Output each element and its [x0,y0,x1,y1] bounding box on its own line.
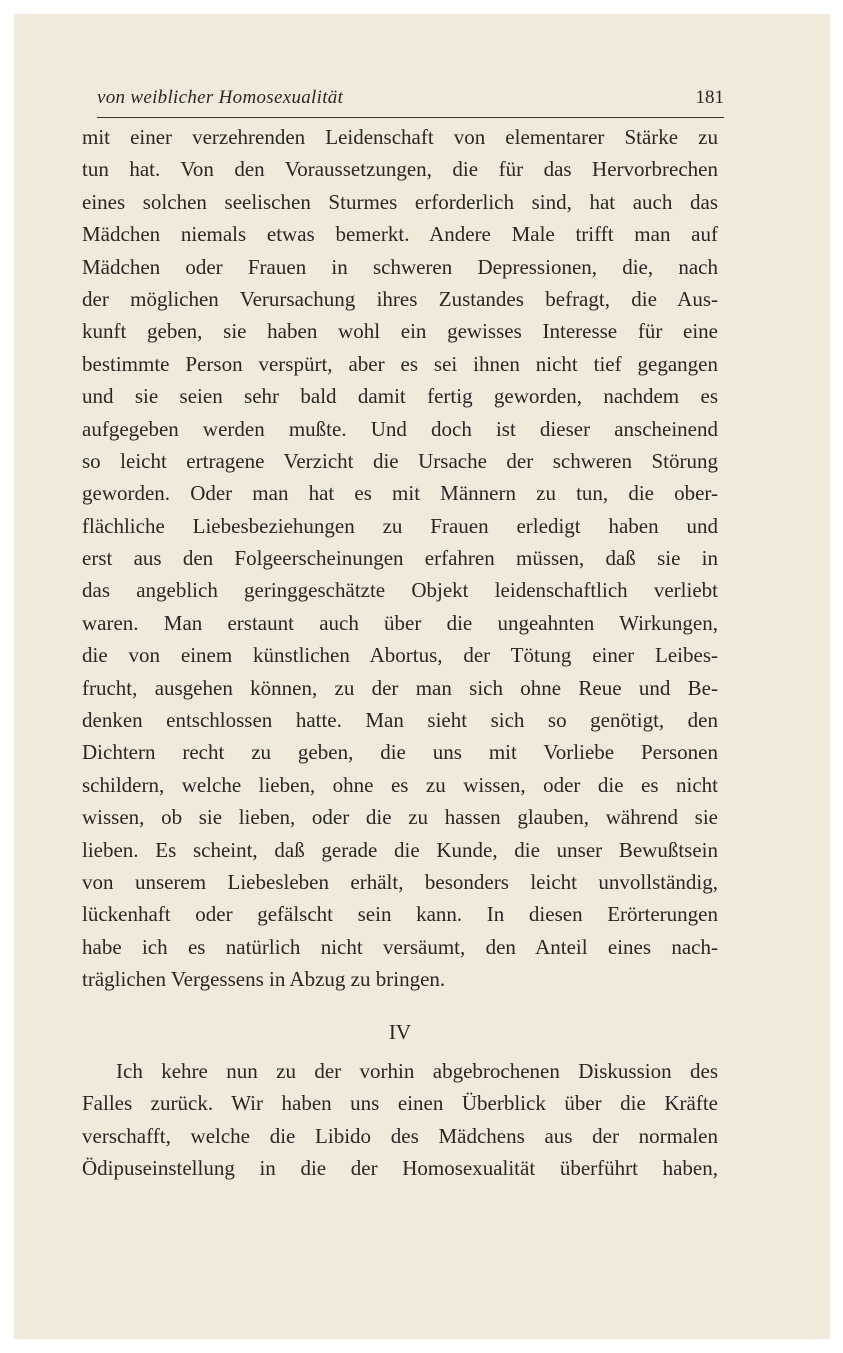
text-line: denken entschlossen hatte. Man sieht sich so genötigt, den [82,708,718,733]
text-line: Ödipuseinstellung in die der Homosexualität überführt haben, [82,1156,718,1181]
text-line: das angeblich geringgeschätzte Objekt leidenschaftlich verliebt [82,578,718,603]
text-line: so leicht ertragene Verzicht die Ursache der schweren Störung [82,448,718,473]
paragraph-2 [82,1055,718,1185]
text-line: tun hat. Von den Voraussetzungen, die für das Hervorbrechen [82,157,718,182]
text-line: erst aus den Folgeerscheinungen erfahren müssen, daß sie in [82,546,718,571]
page-header [97,87,724,118]
text-line: eines solchen seelischen Sturmes erforderlich sind, hat auch das [82,189,718,214]
text-line: von unserem Liebesleben erhält, besonders leicht unvollständig, [82,869,718,894]
text-line: Dichtern recht zu geben, die uns mit Vorliebe Personen [82,740,718,765]
section-heading: IV [388,1020,412,1044]
text-line: bestimmte Person verspürt, aber es sei ihnen nicht tief gegangen [82,351,718,376]
text-line: lieben. Es scheint, daß gerade die Kunde, die unser Bewußtsein [82,837,718,862]
text-line: die von einem künstlichen Abortus, der Tötung einer Leibes- [82,643,718,668]
text-line: mit einer verzehrenden Leidenschaft von elementarer Stärke zu [82,125,718,149]
text-line: der möglichen Verursachung ihres Zustandes befragt, die Aus- [82,286,718,311]
text-line: waren. Man erstaunt auch über die ungeahnten Wirkungen, [82,610,718,635]
text-line: Falles zurück. Wir haben uns einen Überblick über die Kräfte [82,1091,718,1116]
text-line: träglichen Vergessens in Abzug zu bringen. [82,967,446,992]
text-line: verschafft, welche die Libido des Mädchens aus der normalen [82,1123,718,1148]
text-line: aufgegeben werden mußte. Und doch ist dieser anscheinend [82,416,718,441]
text-line: wissen, ob sie lieben, oder die zu hassen glauben, während sie [82,805,718,830]
text-line: geworden. Oder man hat es mit Männern zu tun, die ober- [82,481,718,506]
text-line: Mädchen oder Frauen in schweren Depressionen, die, nach [82,254,718,279]
text-line: habe ich es natürlich nicht versäumt, den Anteil eines nach- [82,934,718,959]
text-line: frucht, ausgehen können, zu der man sich ohne Reue und Be- [82,675,718,700]
text-line: schildern, welche lieben, ohne es zu wissen, oder die es nicht [82,772,718,797]
text-line: und sie seien sehr bald damit fertig geworden, nachdem es [82,384,718,409]
text-line: Ich kehre nun zu der vorhin abgebrochenen Diskussion des [116,1059,718,1083]
text-line: Mädchen niemals etwas bemerkt. Andere Male trifft man auf [82,222,718,247]
text-line: flächliche Liebesbeziehungen zu Frauen erledigt haben und [82,513,718,538]
running-title: von weiblicher Homosexualität [97,87,344,108]
text-line: lückenhaft oder gefälscht sein kann. In diesen Erörterungen [82,902,718,927]
paragraph-1 [82,121,718,996]
page-number: 181 [695,87,724,108]
text-line: kunft geben, sie haben wohl ein gewisses Interesse für eine [82,319,718,344]
